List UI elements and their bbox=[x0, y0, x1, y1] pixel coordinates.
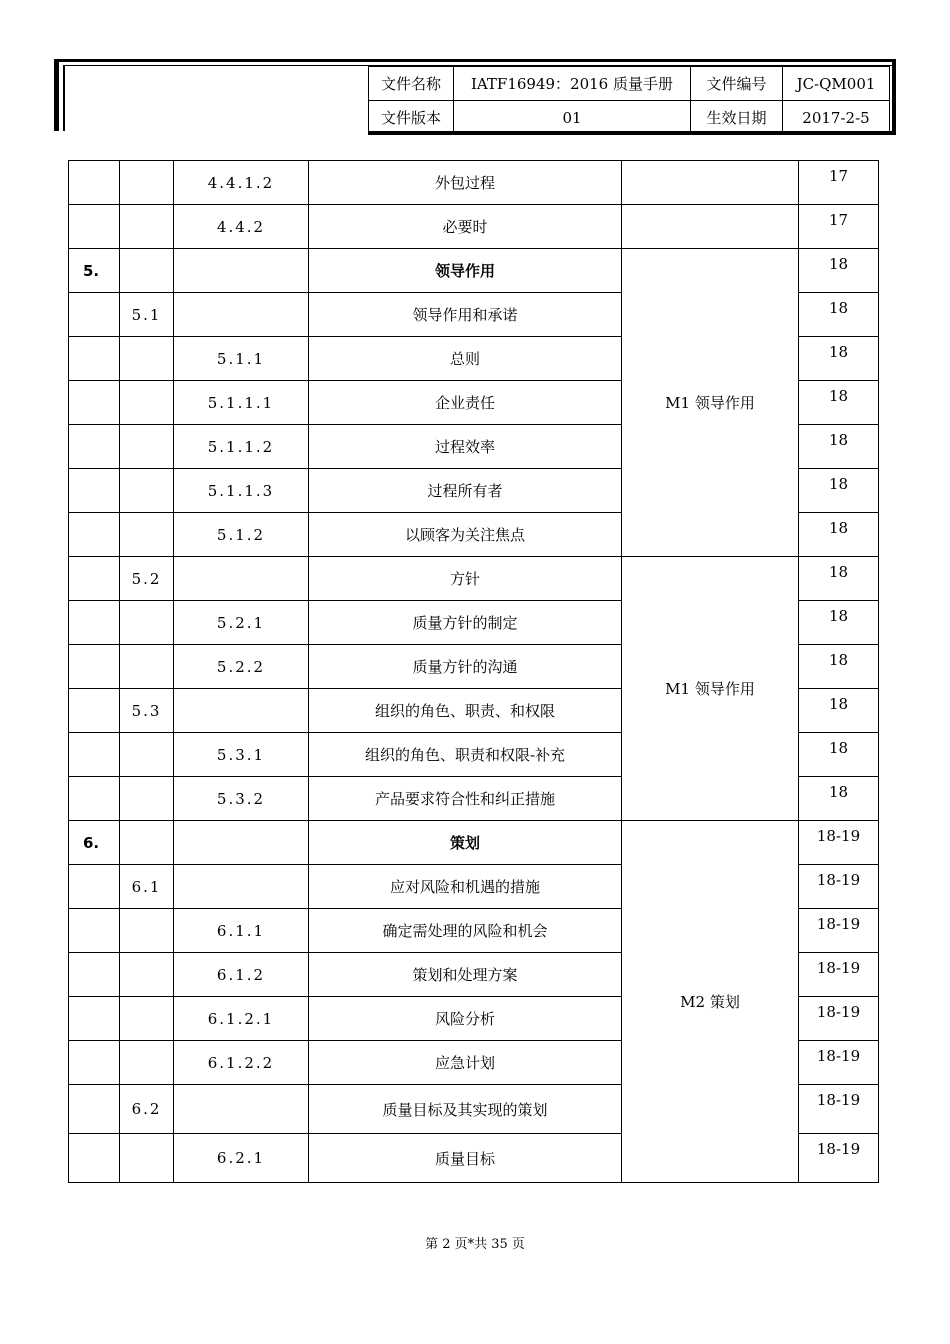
table-row bbox=[69, 557, 879, 601]
title-cell: 产品要求符合性和纠正措施 bbox=[309, 777, 622, 821]
level3-cell: 6.1.2 bbox=[174, 953, 309, 997]
level1-cell bbox=[69, 733, 120, 777]
level2-cell: 6.1 bbox=[120, 865, 174, 909]
page-cell: 18-19 bbox=[799, 1041, 879, 1085]
level1-cell bbox=[69, 337, 120, 381]
page-cell: 18-19 bbox=[799, 1085, 879, 1134]
title-cell: 质量方针的制定 bbox=[309, 601, 622, 645]
level2-cell bbox=[120, 381, 174, 425]
header-border-left bbox=[54, 59, 59, 131]
level1-cell bbox=[69, 469, 120, 513]
title-cell: 总则 bbox=[309, 337, 622, 381]
file-name-label: 文件名称 bbox=[369, 67, 454, 101]
process-group-m1-b: M1 领导作用 bbox=[622, 557, 799, 821]
page-cell: 18 bbox=[799, 293, 879, 337]
page-cell: 18 bbox=[799, 249, 879, 293]
level3-cell bbox=[174, 557, 309, 601]
level3-cell bbox=[174, 249, 309, 293]
level1-cell bbox=[69, 1134, 120, 1183]
level2-cell: 5.3 bbox=[120, 689, 174, 733]
level2-cell bbox=[120, 777, 174, 821]
level3-cell: 6.2.1 bbox=[174, 1134, 309, 1183]
title-cell: 方针 bbox=[309, 557, 622, 601]
page-cell: 18 bbox=[799, 601, 879, 645]
level1-cell bbox=[69, 1041, 120, 1085]
level1-cell bbox=[69, 997, 120, 1041]
level2-cell bbox=[120, 513, 174, 557]
level3-cell: 5.2.2 bbox=[174, 645, 309, 689]
process-cell bbox=[622, 205, 799, 249]
level2-cell bbox=[120, 249, 174, 293]
page-cell: 18 bbox=[799, 645, 879, 689]
level1-cell bbox=[69, 381, 120, 425]
title-cell: 应对风险和机遇的措施 bbox=[309, 865, 622, 909]
title-cell: 必要时 bbox=[309, 205, 622, 249]
table-row bbox=[69, 161, 879, 205]
level3-cell: 4.4.2 bbox=[174, 205, 309, 249]
level2-cell bbox=[120, 645, 174, 689]
level3-cell: 4.4.1.2 bbox=[174, 161, 309, 205]
title-cell: 质量方针的沟通 bbox=[309, 645, 622, 689]
file-no-label: 文件编号 bbox=[691, 67, 783, 101]
level1-cell bbox=[69, 293, 120, 337]
level3-cell bbox=[174, 293, 309, 337]
level2-cell: 6.2 bbox=[120, 1085, 174, 1134]
page-cell: 18 bbox=[799, 733, 879, 777]
page-cell: 18 bbox=[799, 513, 879, 557]
level2-cell bbox=[120, 425, 174, 469]
level2-cell bbox=[120, 469, 174, 513]
level3-cell: 5.3.1 bbox=[174, 733, 309, 777]
title-cell: 确定需处理的风险和机会 bbox=[309, 909, 622, 953]
effective-date-label: 生效日期 bbox=[691, 101, 783, 135]
page-footer: 第 2 页*共 35 页 bbox=[425, 1237, 525, 1252]
level3-cell: 5.1.1 bbox=[174, 337, 309, 381]
page-cell: 18 bbox=[799, 337, 879, 381]
page-cell: 18 bbox=[799, 381, 879, 425]
title-cell: 质量目标及其实现的策划 bbox=[309, 1085, 622, 1134]
level1-cell bbox=[69, 557, 120, 601]
level1-cell bbox=[69, 161, 120, 205]
table-row bbox=[69, 205, 879, 249]
title-cell: 应急计划 bbox=[309, 1041, 622, 1085]
level1-cell bbox=[69, 425, 120, 469]
toc-table bbox=[68, 160, 879, 1183]
level3-cell: 5.2.1 bbox=[174, 601, 309, 645]
level2-cell bbox=[120, 161, 174, 205]
level3-cell: 5.1.1.2 bbox=[174, 425, 309, 469]
page-cell: 18 bbox=[799, 469, 879, 513]
level2-cell bbox=[120, 601, 174, 645]
level3-cell: 5.1.2 bbox=[174, 513, 309, 557]
page-cell: 18-19 bbox=[799, 1134, 879, 1183]
process-group-m1-a: M1 领导作用 bbox=[622, 249, 799, 557]
level3-cell: 6.1.1 bbox=[174, 909, 309, 953]
file-name-value: IATF16949：2016 质量手册 bbox=[454, 67, 691, 101]
level2-cell bbox=[120, 953, 174, 997]
header-border-top bbox=[54, 59, 896, 62]
level1-cell bbox=[69, 1085, 120, 1134]
title-cell: 过程效率 bbox=[309, 425, 622, 469]
level2-cell bbox=[120, 1134, 174, 1183]
title-cell: 策划 bbox=[309, 821, 622, 865]
level2-cell bbox=[120, 205, 174, 249]
level1-cell bbox=[69, 865, 120, 909]
page-cell: 17 bbox=[799, 161, 879, 205]
level1-cell: 6. bbox=[69, 821, 120, 865]
document-header-table bbox=[368, 66, 890, 135]
level3-cell bbox=[174, 689, 309, 733]
level1-cell bbox=[69, 777, 120, 821]
title-cell: 企业责任 bbox=[309, 381, 622, 425]
level1-cell bbox=[69, 953, 120, 997]
page-cell: 17 bbox=[799, 205, 879, 249]
file-no-value: JC-QM001 bbox=[783, 67, 890, 101]
page-cell: 18-19 bbox=[799, 909, 879, 953]
table-row bbox=[69, 821, 879, 865]
effective-date-value: 2017-2-5 bbox=[783, 101, 890, 135]
title-cell: 组织的角色、职责、和权限 bbox=[309, 689, 622, 733]
version-value: 01 bbox=[454, 101, 691, 135]
level1-cell bbox=[69, 601, 120, 645]
process-group-m2: M2 策划 bbox=[622, 821, 799, 1183]
level2-cell bbox=[120, 733, 174, 777]
level1-cell bbox=[69, 689, 120, 733]
version-label: 文件版本 bbox=[369, 101, 454, 135]
level3-cell: 5.1.1.1 bbox=[174, 381, 309, 425]
level3-cell: 5.1.1.3 bbox=[174, 469, 309, 513]
title-cell: 外包过程 bbox=[309, 161, 622, 205]
page-cell: 18 bbox=[799, 425, 879, 469]
level2-cell bbox=[120, 997, 174, 1041]
page-cell: 18-19 bbox=[799, 953, 879, 997]
page-cell: 18 bbox=[799, 777, 879, 821]
level1-cell bbox=[69, 909, 120, 953]
level1-cell bbox=[69, 645, 120, 689]
level2-cell bbox=[120, 337, 174, 381]
title-cell: 策划和处理方案 bbox=[309, 953, 622, 997]
level2-cell bbox=[120, 909, 174, 953]
level2-cell bbox=[120, 1041, 174, 1085]
process-cell bbox=[622, 161, 799, 205]
header-border-right bbox=[892, 59, 896, 135]
page-cell: 18-19 bbox=[799, 821, 879, 865]
level3-cell bbox=[174, 865, 309, 909]
level3-cell: 5.3.2 bbox=[174, 777, 309, 821]
title-cell: 以顾客为关注焦点 bbox=[309, 513, 622, 557]
title-cell: 过程所有者 bbox=[309, 469, 622, 513]
level2-cell bbox=[120, 821, 174, 865]
level3-cell: 6.1.2.2 bbox=[174, 1041, 309, 1085]
page-cell: 18-19 bbox=[799, 865, 879, 909]
level1-cell bbox=[69, 513, 120, 557]
header-border-inner-left bbox=[63, 65, 65, 131]
level3-cell bbox=[174, 821, 309, 865]
level2-cell: 5.1 bbox=[120, 293, 174, 337]
page-cell: 18-19 bbox=[799, 997, 879, 1041]
title-cell: 领导作用和承诺 bbox=[309, 293, 622, 337]
level1-cell: 5. bbox=[69, 249, 120, 293]
level3-cell bbox=[174, 1085, 309, 1134]
page-cell: 18 bbox=[799, 557, 879, 601]
title-cell: 领导作用 bbox=[309, 249, 622, 293]
level1-cell bbox=[69, 205, 120, 249]
level3-cell: 6.1.2.1 bbox=[174, 997, 309, 1041]
title-cell: 组织的角色、职责和权限-补充 bbox=[309, 733, 622, 777]
level2-cell: 5.2 bbox=[120, 557, 174, 601]
page-cell: 18 bbox=[799, 689, 879, 733]
title-cell: 风险分析 bbox=[309, 997, 622, 1041]
title-cell: 质量目标 bbox=[309, 1134, 622, 1183]
table-row bbox=[69, 249, 879, 293]
